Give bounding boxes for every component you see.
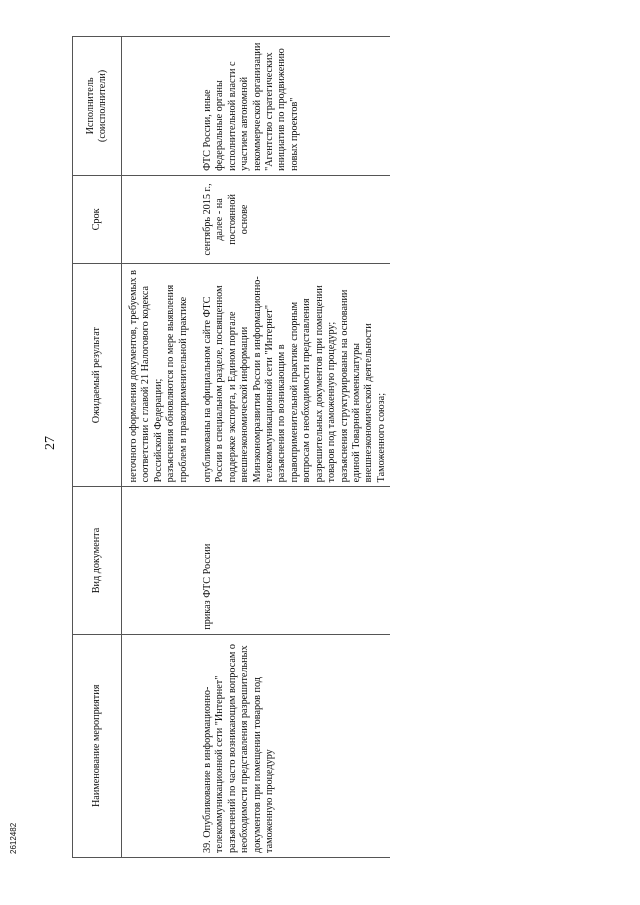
header-measure-name: Наименование мероприятия bbox=[73, 634, 122, 857]
header-executor: Исполнитель (соисполнители) bbox=[73, 37, 122, 176]
cell-expected-result: опубликованы на официальном сайте ФТС России в специальном разделе, посвященном поддержке экспорта, и Едином портале внешнеэкономической информации Минэкономразвития России в информационно-телекоммуникационной сети "Интернет" разъяснения по возникающим в правоприменительной практике спорным вопросам о необходимости представления разрешительных документов при помещении товаров под таможенную процедуру; разъяснения структурированы на основании единой Товарной номенклатуры внешнеэкономической деятельности Таможенного союза; bbox=[192, 263, 390, 486]
header-document-type: Вид документа bbox=[73, 487, 122, 634]
cell-executor: ФТС России, иные федеральные органы исполнительной власти с участием автономной некоммерческой организации "Агентство стратегических инициатив по продвижению новых проектов" bbox=[192, 37, 390, 176]
header-deadline: Срок bbox=[73, 175, 122, 263]
cell-expected-result: неточного оформления документов, требуемых в соответствии с главой 21 Налогового кодекса Российской Федерации; разъяснения обновляются по мере выявления проблем в правоприменительной практике bbox=[122, 263, 193, 486]
cell-deadline: сентябрь 2015 г., далее - на постоянной основе bbox=[192, 175, 390, 263]
cell-measure-name: 39. Опубликование в информационно-телекоммуникационной сети "Интернет" разъяснений по часто возникающим вопросам о необходимости представления разрешительных документов при помещении товаров под таможенную процедуру bbox=[192, 634, 390, 857]
header-expected-result: Ожидаемый результат bbox=[73, 263, 122, 486]
cell-document-type: приказ ФТС России bbox=[192, 487, 390, 634]
cell-deadline bbox=[122, 175, 193, 263]
measures-table bbox=[72, 36, 390, 858]
cell-document-type bbox=[122, 487, 193, 634]
cell-measure-name bbox=[122, 634, 193, 857]
table-header-row bbox=[73, 37, 122, 858]
table-row bbox=[192, 37, 390, 858]
measures-table-container bbox=[72, 36, 617, 858]
table-row bbox=[122, 37, 193, 858]
page-number: 27 bbox=[43, 436, 58, 450]
document-id: 2612482 bbox=[9, 822, 18, 854]
cell-executor bbox=[122, 37, 193, 176]
